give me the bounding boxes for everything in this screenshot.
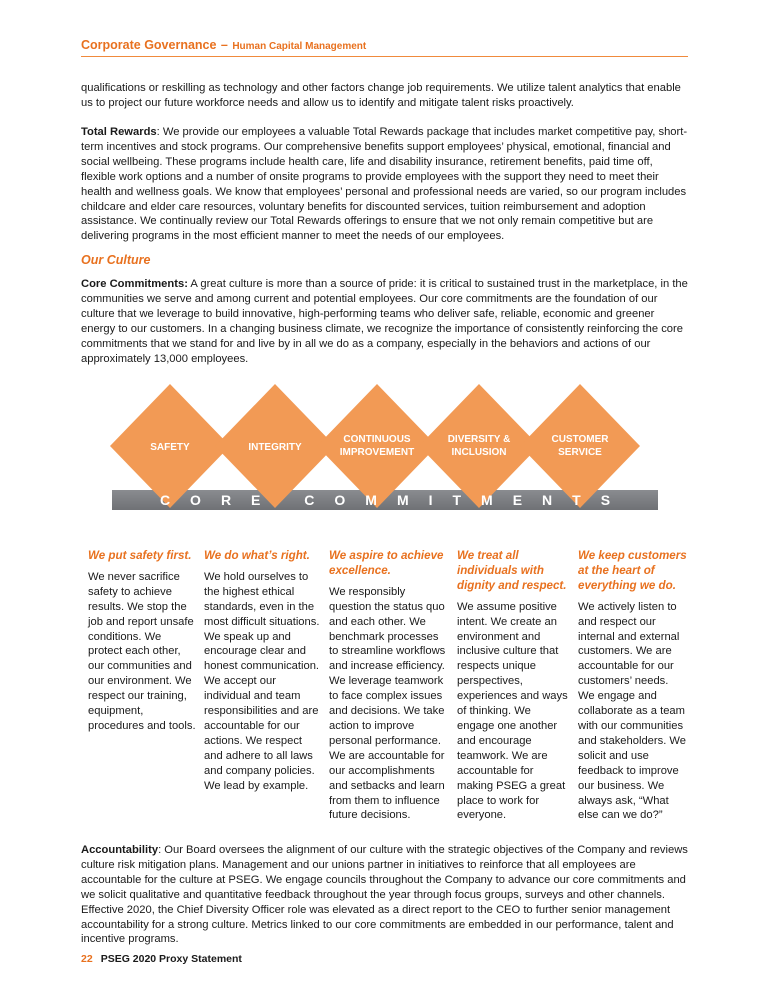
core-commitments-text: A great culture is more than a source of pride: it is critical to sustained trust in the marketplace, in the communities we serve and among current and potential employees. Our core commitments are the foundation of our culture that we leverage to build innovative, high-performing teams who deliver safe, reliable, economic and greener energy to our customers. In a changing business climate, we recognize the importance of consistently reinforcing the core commitments that we stand for and live by in all we do as a company, especially in the behaviors and actions of our approximately 13,000 employees.	[81, 278, 688, 365]
commitment-heading: We treat all individuals with dignity and respect.	[457, 549, 567, 592]
commitment-heading: We keep customers at the heart of everything we do.	[578, 549, 687, 592]
footer-title: PSEG 2020 Proxy Statement	[100, 953, 242, 965]
accountability-label: Accountability	[81, 844, 159, 856]
accountability-paragraph	[81, 843, 688, 947]
diamond-label: DIVERSITY &	[447, 434, 511, 445]
diamond-label: SAFETY	[150, 442, 190, 453]
commitment-column-customers	[578, 549, 688, 823]
page-header	[81, 36, 688, 57]
commitment-body: We responsibly question the status quo and each other. We benchmark processes to streamline workflows and increase efficiency. We leverage teamwork to face complex issues and decisions. We take action to improve personal performance. We are accountable for our accomplishments and setbacks and learn from them to influence future decisions.	[329, 585, 446, 822]
commitment-column-respect	[457, 549, 569, 823]
diamond-label: CUSTOMER	[551, 434, 609, 445]
total-rewards-text: : We provide our employees a valuable Total Rewards package that includes market competitive pay, short-term incentives and stock programs. Our comprehensive benefits support employees’ physical, emotional, financial and social wellbeing. These programs include health care, life and disability insurance, retirement benefits, paid time off, flexible work options and a number of onsite programs to provide employees with the support they need to meet their health and wellness goals. We know that employees’ personal and professional needs are varied, so our program includes childcare and elder care resources, voluntary benefits for discounted services, tuition reimbursement and adoption assistance. We continually review our Total Rewards offerings to ensure that we not only remain competitive but are delivering programs in the most efficient manner to meet the needs of our employees.	[81, 126, 688, 243]
total-rewards-label: Total Rewards	[81, 126, 157, 138]
commitment-column-excellence	[329, 549, 447, 823]
commitment-heading: We put safety first.	[88, 549, 192, 562]
commitment-body: We never sacrifice safety to achieve results. We stop the job and report unsafe conditions. We protect each other, our communities and our environment. We respect our training, equipment, procedures and tools.	[88, 570, 196, 732]
commitment-heading: We do what’s right.	[204, 549, 310, 562]
page-number: 22	[81, 953, 93, 965]
our-culture-heading: Our Culture	[81, 253, 151, 267]
diamond-label: INTEGRITY	[248, 442, 302, 453]
core-commitments-paragraph	[81, 277, 688, 366]
core-commitments-bar-label: CORE COMMITMENTS	[159, 492, 631, 508]
accountability-text: : Our Board oversees the alignment of our culture with the strategic objectives of the Company and reviews culture risk mitigation plans. Management and our unions partner in initiatives to reinforce that all employees are accountable for the culture at PSEG. We engage councils throughout the Company to advance our core commitments and we solicit qualitative and quantitative feedback throughout the year through focus groups, surveys and other channels. Effective 2020, the Chief Diversity Officer role was elevated as a direct report to the CEO to further senior management accountability for a strong culture. Metrics linked to our core commitments are embedded in our performance, talent and incentive programs.	[81, 844, 688, 946]
total-rewards-paragraph	[81, 125, 688, 244]
diamond-label: IMPROVEMENT	[339, 447, 415, 458]
header-subsection: Human Capital Management	[232, 41, 367, 52]
header-separator: –	[220, 38, 228, 52]
diamond-label: INCLUSION	[451, 447, 507, 458]
core-commitments-label: Core Commitments:	[81, 278, 188, 290]
diamond-label: SERVICE	[558, 447, 602, 458]
commitment-body: We hold ourselves to the highest ethical standards, even in the most difficult situations. We speak up and encourage clear and honest communication. We accept our individual and team responsibilities and are accountable for our actions. We respect and adhere to all laws and company policies. We lead by example.	[204, 570, 320, 792]
diamond-label: CONTINUOUS	[343, 434, 411, 445]
commitment-column-integrity	[204, 549, 320, 794]
commitment-body: We actively listen to and respect our internal and external customers. We are accountable for our customers’ needs. We engage and collaborate as a team with our communities and stakeholders. We solicit and use feedback to improve our business. We always ask, “What else can we do?”	[578, 600, 687, 822]
header-section: Corporate Governance	[81, 38, 217, 52]
commitment-heading: We aspire to achieve excellence.	[329, 549, 444, 577]
page-footer	[81, 953, 242, 965]
intro-text: qualifications or reskilling as technology and other factors change job requirements. We utilize talent analytics that enable us to project our future workforce needs and allow us to identify and mitigate talent risks proactively.	[81, 82, 681, 109]
commitment-body: We assume positive intent. We create an environment and inclusive culture that respects unique perspectives, experiences and ways of thinking. We engage one another and encourage teamwork. We are accountable for making PSEG a great place to work for everyone.	[457, 600, 568, 822]
intro-paragraph	[81, 81, 688, 111]
commitment-column-safety	[88, 549, 196, 734]
